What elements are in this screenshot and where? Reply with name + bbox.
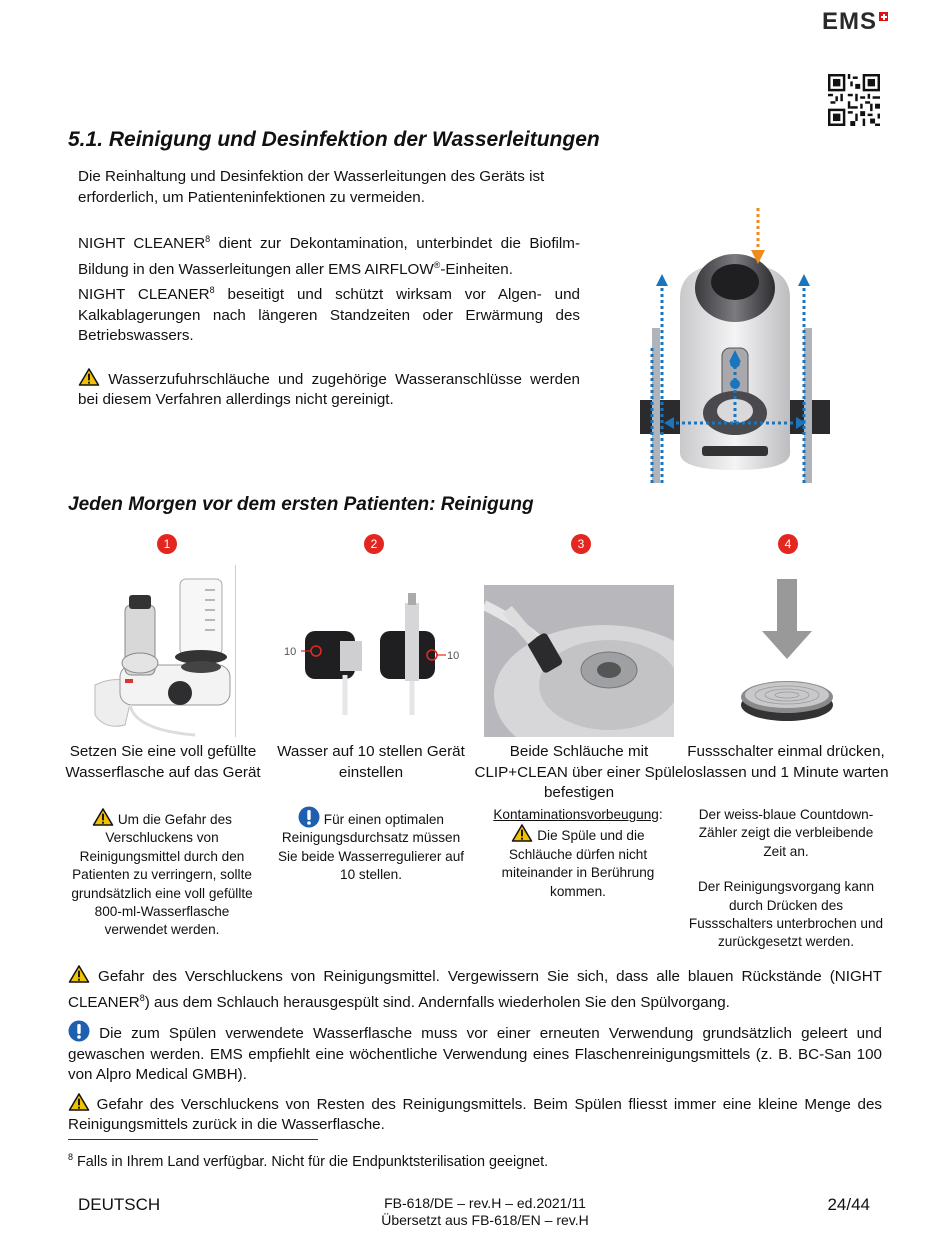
procedure-heading: Jeden Morgen vor dem ersten Patienten: Reinigung: [68, 494, 534, 515]
warning-icon: [78, 368, 100, 386]
intro-paragraph-3: NIGHT CLEANER$^8$ beseitigt und schützt wirksam vor Algen- und Kalkablagerungen nach längeren Standzeiten oder Erwärmung des Betriebswassers.: [78, 285, 580, 345]
step-4-title: Fussschalter einmal drücken, loslassen und 1 Minute warten: [683, 743, 889, 781]
qr-code-icon: [828, 74, 880, 126]
bottom-notes: [68, 965, 882, 1143]
step-3-note: Kontaminationsvorbeugung: Die Spüle und die Schläuche dürfen nicht miteinander in Berührung kommen.: [493, 807, 663, 899]
warning-icon: [68, 1093, 90, 1111]
step-1-badge: 1: [157, 534, 177, 554]
bottom-warning-1: Gefahr des Verschluckens von Reinigungsmittel. Vergewissern Sie sich, dass alle blauen Rückstände (NIGHT CLEANER$^8$) aus dem Schlauch herausgespült sind. Andernfalls wiederholen Sie den Spülvorgang.: [68, 965, 882, 1013]
step-4-badge: 4: [778, 534, 798, 554]
step-4-foot-switch-image: [692, 565, 882, 737]
footnote-divider: [68, 1139, 318, 1140]
warning-icon: [92, 808, 114, 826]
ems-logo: EMS: [822, 8, 888, 36]
info-icon: [68, 1020, 90, 1042]
step-2-water-regulators-image: [280, 565, 470, 737]
bottom-info: Die zum Spülen verwendete Wasserflasche muss vor einer erneuten Verwendung grundsätzlich geleert und gewaschen werden. EMS empfiehlt eine wöchentliche Verwendung eines Flaschenreinigungsmittels (z. B. BC-San 100 von Alpro Medical GMBH).: [68, 1020, 882, 1086]
step-3-title: Beide Schläuche mit CLIP+CLEAN über einer Spüle befestigen: [474, 743, 684, 801]
warning-icon: [68, 965, 90, 983]
step-2-badge: 2: [364, 534, 384, 554]
footer-language: DEUTSCH: [78, 1195, 161, 1214]
regulator-right-label: 10: [447, 650, 460, 662]
intro-warning: Wasserzufuhrschläuche und zugehörige Wasseranschlüsse werden bei diesem Verfahren allerdings nicht gereinigt.: [78, 368, 580, 411]
footnote: $^8$ Falls in Ihrem Land verfügbar. Nicht für die Endpunktsterilisation geeignet.: [68, 1152, 549, 1170]
step-4-note: Der weiss-blaue Countdown-Zähler zeigt die verbleibende Zeit an. Der Reinigungsvorgang kann durch Drücken des Fussschalters unterbrochen und zurückgesetzt werden.: [688, 807, 884, 950]
step-1-note: Um die Gefahr des Verschluckens von Reinigungsmittel durch den Patienten zu verringern, sollte grundsätzlich eine voll gefüllte 800-ml-Wasserflasche verwendet werden.: [62, 808, 262, 940]
step-3-badge: 3: [571, 534, 591, 554]
bottom-warning-2: Gefahr des Verschluckens von Resten des Reinigungsmittels. Beim Spülen fliesst immer eine kleine Menge des Reinigungsmittels zurück in die Wasserflasche.: [68, 1093, 882, 1136]
warning-icon: [511, 824, 533, 842]
airflow-device-illustration: [640, 208, 830, 486]
regulator-left-label: 10: [284, 646, 297, 658]
intro-text: [78, 167, 580, 411]
step-1-device-bottle-image: [85, 565, 275, 737]
intro-paragraph-1: Die Reinhaltung und Desinfektion der Wasserleitungen des Geräts ist erforderlich, um Patienteninfektionen zu vermeiden.: [78, 168, 545, 206]
page-number: 24/44: [827, 1195, 870, 1214]
info-icon: [298, 806, 320, 828]
contamination-heading: Kontaminationsvorbeugung: [493, 807, 659, 822]
step-3-sink-clip-image: [484, 585, 674, 737]
intro-paragraph-2: NIGHT CLEANER$^8$ dient zur Dekontamination, unterbindet die Biofilm-Bildung in den Wasserleitungen aller EMS AIRFLOW®-Einheiten.: [78, 234, 580, 278]
step-2-note: Für einen optimalen Reinigungsdurchsatz müssen Sie beide Wasserregulierer auf 10 stellen.: [271, 806, 471, 885]
footer-document-info: FB-618/DE – rev.H – ed.2021/11 Übersetzt aus FB-618/EN – rev.H: [381, 1195, 589, 1228]
step-2-title: Wasser auf 10 stellen Gerät einstellen: [277, 743, 465, 781]
section-title: 5.1. Reinigung und Desinfektion der Wasserleitungen: [68, 128, 600, 151]
step-1-title: Setzen Sie eine voll gefüllte Wasserflasche auf das Gerät: [65, 743, 261, 781]
swiss-cross-icon: [879, 12, 888, 21]
